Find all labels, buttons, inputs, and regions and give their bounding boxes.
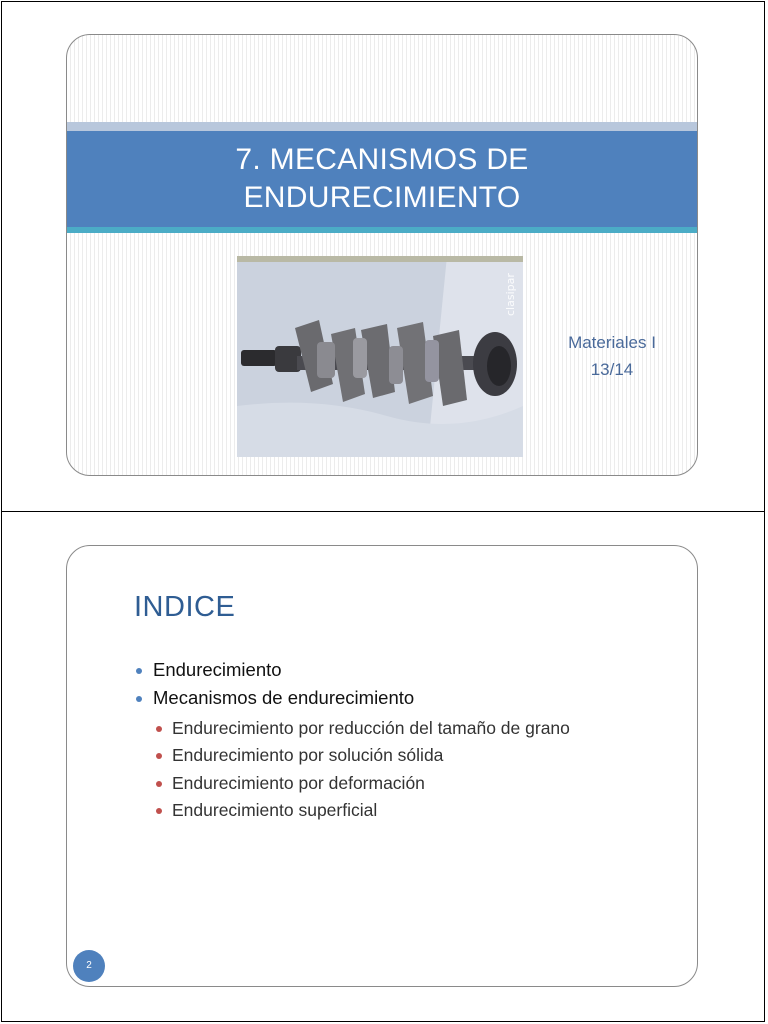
subtitle-line-2: 13/14 [590,360,634,379]
sub-bullet-list [153,715,570,824]
slide-title [66,34,698,476]
subtitle-line-1: Materiales I [568,333,656,352]
sub-bullet-text: Endurecimiento por reducción del tamaño de grano [172,718,570,738]
bullet-list [134,656,414,712]
list-item [153,742,570,769]
slide-index [66,545,698,987]
title-band-bottom [67,227,697,233]
course-subtitle [547,329,677,383]
page-number-badge: 2 [73,950,105,982]
list-item [153,797,570,824]
bullet-dot-icon [136,696,142,702]
list-item [153,770,570,797]
sub-bullet-dot-icon [156,726,162,732]
list-item [134,684,414,712]
sub-bullet-text: Endurecimiento superficial [172,799,378,820]
slide-title-text [235,141,528,217]
title-line-2: ENDURECIMIENTO [243,181,521,214]
list-item [153,715,570,742]
sub-bullet-dot-icon [156,808,162,814]
crankshaft-photo [237,256,523,457]
bullet-text: Endurecimiento [153,659,282,680]
sub-bullet-dot-icon [156,753,162,759]
bullet-dot-icon [136,668,142,674]
bullet-text: Mecanismos de endurecimiento [153,687,415,708]
index-heading: INDICE [134,591,236,623]
sub-bullet-dot-icon [156,781,162,787]
crankshaft-illustration [237,256,523,457]
list-item [134,656,414,684]
sub-bullet-text: Endurecimiento por solución sólida [172,745,444,766]
title-band-top [67,122,697,131]
sub-bullet-text: Endurecimiento por deformación [172,772,425,793]
title-band [67,131,697,227]
title-line-1: 7. MECANISMOS DE [235,143,529,176]
svg-text:clasipar: clasipar [504,273,517,316]
